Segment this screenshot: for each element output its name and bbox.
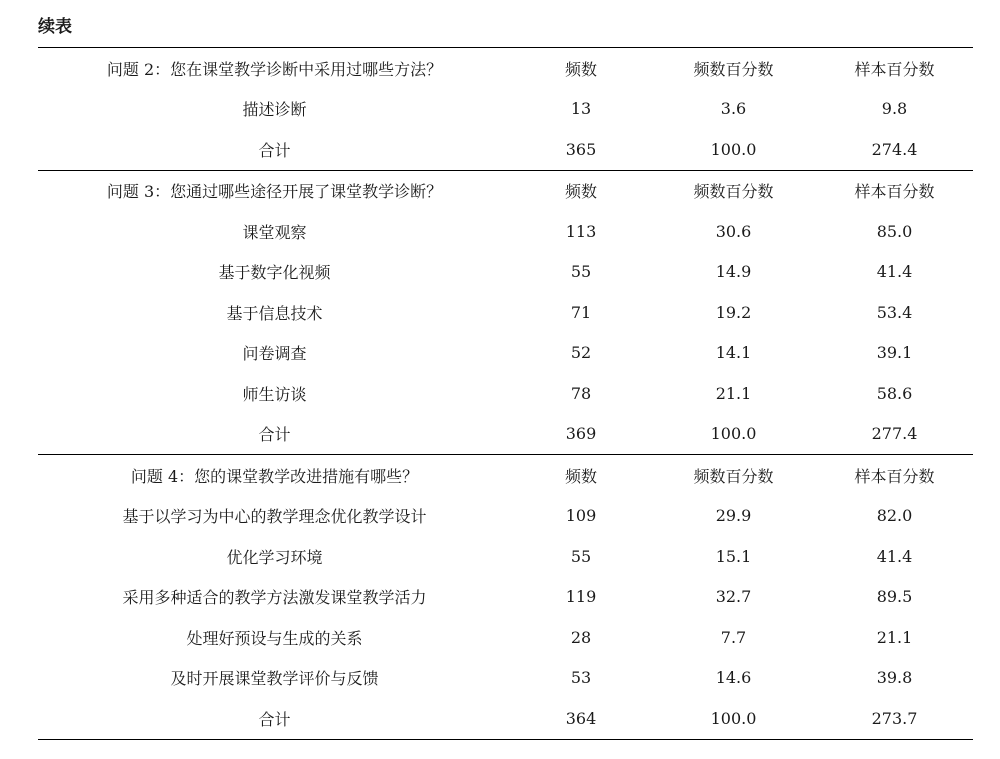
cell-freq-pct: 19.2 bbox=[715, 302, 752, 322]
cell-freq: 78 bbox=[570, 383, 592, 403]
question-header-row bbox=[38, 48, 973, 89]
cell-freq-pct: 32.7 bbox=[715, 587, 752, 607]
cell-freq: 364 bbox=[565, 708, 597, 728]
row-label: 合计 bbox=[258, 709, 291, 729]
row-label: 采用多种适合的教学方法激发课堂教学活力 bbox=[122, 588, 427, 608]
cell-freq: 71 bbox=[570, 302, 592, 322]
row-label: 优化学习环境 bbox=[226, 547, 323, 567]
cell-sample-pct: 21.1 bbox=[876, 627, 913, 647]
table-caption: 续表 bbox=[38, 17, 72, 37]
cell-freq: 53 bbox=[570, 668, 592, 688]
table-row bbox=[38, 89, 973, 130]
table-section-question-3 bbox=[38, 170, 973, 455]
row-label: 问卷调查 bbox=[242, 344, 307, 364]
cell-freq: 52 bbox=[570, 343, 592, 363]
cell-sample-pct: 53.4 bbox=[876, 302, 913, 322]
col-header-freq: 频数 bbox=[564, 466, 597, 486]
col-header-sample-pct: 样本百分数 bbox=[854, 182, 935, 202]
col-header-sample-pct: 样本百分数 bbox=[854, 466, 935, 486]
survey-table bbox=[38, 47, 973, 740]
row-label: 处理好预设与生成的关系 bbox=[186, 628, 363, 648]
cell-sample-pct: 277.4 bbox=[871, 424, 918, 444]
cell-freq-pct: 30.6 bbox=[715, 221, 752, 241]
cell-sample-pct: 273.7 bbox=[871, 708, 918, 728]
cell-freq: 28 bbox=[570, 627, 592, 647]
cell-sample-pct: 274.4 bbox=[871, 139, 918, 159]
question-text: 问题 4：您的课堂教学改进措施有哪些？ bbox=[130, 466, 419, 486]
col-header-freq-pct: 频数百分数 bbox=[693, 466, 774, 486]
table-row bbox=[38, 333, 973, 374]
col-header-freq: 频数 bbox=[564, 182, 597, 202]
cell-freq: 365 bbox=[565, 139, 597, 159]
cell-freq-pct: 7.7 bbox=[720, 627, 747, 647]
row-label: 师生访谈 bbox=[242, 384, 307, 404]
question-header-row bbox=[38, 171, 973, 212]
row-label: 合计 bbox=[258, 140, 291, 160]
cell-sample-pct: 58.6 bbox=[876, 383, 913, 403]
cell-freq: 369 bbox=[565, 424, 597, 444]
table-row bbox=[38, 496, 973, 537]
cell-sample-pct: 39.1 bbox=[876, 343, 913, 363]
question-header-row bbox=[38, 455, 973, 496]
cell-sample-pct: 89.5 bbox=[876, 587, 913, 607]
row-label: 基于以学习为中心的教学理念优化教学设计 bbox=[122, 507, 427, 527]
cell-freq: 113 bbox=[565, 221, 597, 241]
cell-freq-pct: 3.6 bbox=[720, 99, 747, 119]
cell-freq-pct: 14.1 bbox=[715, 343, 752, 363]
row-label: 基于数字化视频 bbox=[218, 263, 331, 283]
table-section-question-2 bbox=[38, 48, 973, 170]
cell-sample-pct: 39.8 bbox=[876, 668, 913, 688]
cell-freq: 13 bbox=[570, 99, 592, 119]
table-row bbox=[38, 129, 973, 170]
col-header-freq-pct: 频数百分数 bbox=[693, 182, 774, 202]
cell-sample-pct: 41.4 bbox=[876, 262, 913, 282]
question-text: 问题 2：您在课堂教学诊断中采用过哪些方法？ bbox=[106, 59, 443, 79]
row-label: 课堂观察 bbox=[242, 222, 307, 242]
cell-sample-pct: 9.8 bbox=[881, 99, 908, 119]
cell-sample-pct: 41.4 bbox=[876, 546, 913, 566]
table-row bbox=[38, 252, 973, 293]
table-row bbox=[38, 658, 973, 699]
table-row bbox=[38, 536, 973, 577]
cell-freq-pct: 14.6 bbox=[715, 668, 752, 688]
cell-freq: 109 bbox=[565, 506, 597, 526]
cell-sample-pct: 85.0 bbox=[876, 221, 913, 241]
cell-freq-pct: 29.9 bbox=[715, 506, 752, 526]
cell-freq: 55 bbox=[570, 546, 592, 566]
table-row bbox=[38, 292, 973, 333]
table-row bbox=[38, 617, 973, 658]
cell-freq-pct: 100.0 bbox=[710, 139, 757, 159]
row-label: 合计 bbox=[258, 425, 291, 445]
cell-freq-pct: 100.0 bbox=[710, 424, 757, 444]
cell-freq-pct: 100.0 bbox=[710, 708, 757, 728]
cell-sample-pct: 82.0 bbox=[876, 506, 913, 526]
table-row bbox=[38, 577, 973, 618]
col-header-freq-pct: 频数百分数 bbox=[693, 59, 774, 79]
col-header-sample-pct: 样本百分数 bbox=[854, 59, 935, 79]
cell-freq-pct: 14.9 bbox=[715, 262, 752, 282]
table-section-question-4 bbox=[38, 454, 973, 739]
question-text: 问题 3：您通过哪些途径开展了课堂教学诊断？ bbox=[106, 182, 443, 202]
table-row bbox=[38, 211, 973, 252]
cell-freq-pct: 15.1 bbox=[715, 546, 752, 566]
table-row bbox=[38, 414, 973, 455]
cell-freq-pct: 21.1 bbox=[715, 383, 752, 403]
cell-freq: 55 bbox=[570, 262, 592, 282]
table-row bbox=[38, 373, 973, 414]
row-label: 及时开展课堂教学评价与反馈 bbox=[170, 669, 379, 689]
table-row bbox=[38, 698, 973, 739]
col-header-freq: 频数 bbox=[564, 59, 597, 79]
row-label: 基于信息技术 bbox=[226, 303, 323, 323]
cell-freq: 119 bbox=[565, 587, 597, 607]
row-label: 描述诊断 bbox=[242, 100, 307, 120]
